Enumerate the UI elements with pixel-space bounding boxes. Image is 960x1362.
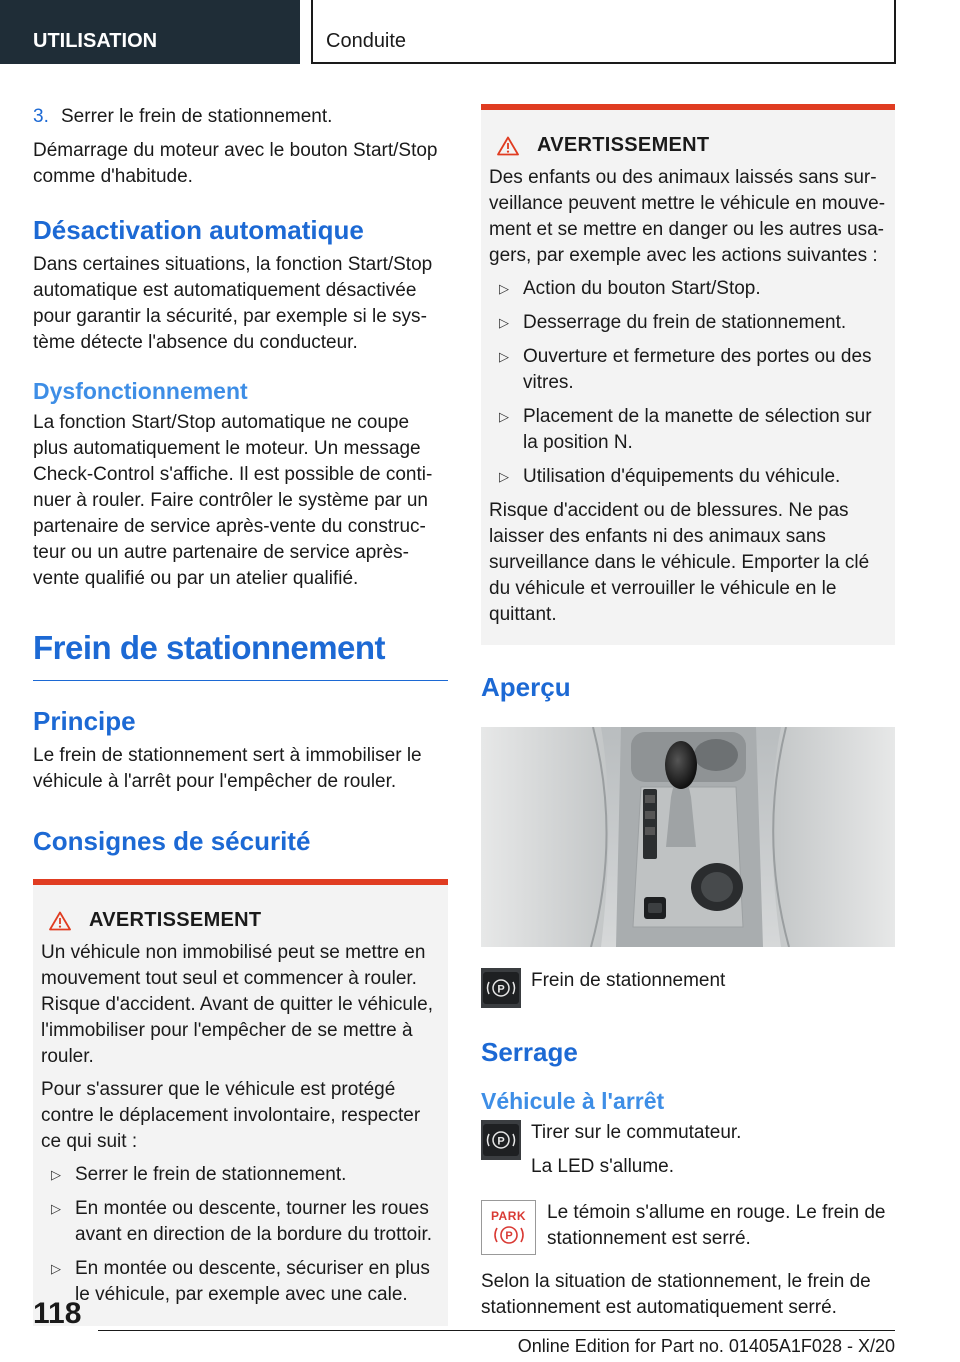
- frein-caption-row: [481, 968, 895, 1008]
- led-text: La LED s'allume.: [531, 1156, 675, 1177]
- triangle-bullet-icon: ▷: [51, 1201, 61, 1216]
- warning-triangle-icon: [497, 136, 519, 156]
- triangle-bullet-icon: ▷: [499, 469, 509, 484]
- parking-brake-switch-icon: [481, 1120, 521, 1160]
- left-column: [33, 104, 448, 1326]
- temoin-row: [481, 1200, 895, 1255]
- demarrage-text: Démarrage du moteur avec le bouton Start/Stop comme d'habitude.: [33, 140, 438, 187]
- list-item: ▷ Ouverture et fermeture des portes ou des vitres.: [499, 346, 872, 393]
- warning-box-right: [481, 104, 895, 645]
- page-header: [0, 0, 960, 66]
- right-column: [481, 104, 895, 1321]
- chapter-title: Conduite: [326, 30, 407, 52]
- footer-edition: Online Edition for Part no. 01405A1F028 - X/20: [517, 1336, 895, 1356]
- step-number: 3.: [33, 106, 49, 127]
- svg-text:P: P: [497, 983, 505, 996]
- center-console-photo: [481, 727, 895, 947]
- section-tab: UTILISATION: [0, 0, 300, 64]
- principe-heading: Principe: [33, 706, 136, 736]
- svg-text:P: P: [504, 1229, 513, 1242]
- serrage-heading: Serrage: [481, 1037, 578, 1067]
- triangle-bullet-icon: ▷: [51, 1167, 61, 1182]
- dysfonctionnement-heading: Dysfonctionnement: [33, 378, 248, 404]
- list-item: ▷ Action du bouton Start/Stop.: [489, 276, 887, 302]
- triangle-bullet-icon: ▷: [499, 349, 509, 364]
- warning-list: [41, 1162, 440, 1308]
- list-item: ▷ Utilisation d'équipements du véhicule.: [489, 464, 887, 490]
- step-3: [33, 104, 448, 130]
- triangle-bullet-icon: ▷: [499, 409, 509, 424]
- selon-text: Selon la situation de stationnement, le frein de stationnement est automatiquement serré.: [481, 1271, 871, 1318]
- tirer-row: [481, 1120, 895, 1180]
- dysfonctionnement-text: La fonction Start/Stop automatique ne coupe plus automatiquement le moteur. Un message Check-Control s'affiche. Il est possible de continuer à rouler. Faire contrôler le système par un partenaire de service après-vente du constructeur ou un autre partenaire de service après-vente qualifié ou par un atelier qualifié.: [33, 412, 433, 589]
- arret-heading: Véhicule à l'arrêt: [481, 1088, 665, 1114]
- svg-text:P: P: [497, 1135, 505, 1148]
- consignes-heading: Consignes de sécurité: [33, 826, 311, 856]
- step-text: Serrer le frein de stationnement.: [61, 106, 333, 127]
- tirer-text: Tirer sur le commutateur.: [531, 1122, 742, 1143]
- list-item: ▷ En montée ou descente, sécuriser en plus le véhicule, par exemple avec une cale.: [51, 1258, 430, 1305]
- warning-triangle-icon: [49, 911, 71, 931]
- triangle-bullet-icon: ▷: [499, 281, 509, 296]
- warning-paragraph-1: Un véhicule non immobilisé peut se mettre en mouvement tout seul et commencer à rouler. Risque d'accident. Avant de quitter le véhicule, l'immobiliser pour l'empêcher de se mettre à rouler.: [41, 942, 433, 1067]
- frein-heading: Frein de stationnement: [33, 628, 448, 681]
- apercu-heading: Aperçu: [481, 672, 571, 702]
- list-item: ▷ Placement de la manette de sélection sur la position N.: [499, 406, 872, 453]
- list-item: ▷ Desserrage du frein de stationnement.: [489, 310, 887, 336]
- principe-text: Le frein de stationnement sert à immobiliser le véhicule à l'arrêt pour l'empêcher de rouler.: [33, 745, 422, 792]
- frein-caption: Frein de stationnement: [531, 970, 726, 991]
- page-number: 118: [33, 1297, 82, 1330]
- temoin-text: Le témoin s'allume en rouge. Le frein de stationnement est serré.: [547, 1202, 886, 1249]
- triangle-bullet-icon: ▷: [499, 315, 509, 330]
- warning-title: AVERTISSEMENT: [41, 909, 440, 932]
- list-item: ▷ Serrer le frein de stationnement.: [41, 1162, 440, 1188]
- triangle-bullet-icon: ▷: [51, 1261, 61, 1276]
- park-warning-lamp-icon: PARK P: [481, 1200, 536, 1255]
- warning-paragraph-2: Risque d'accident ou de blessures. Ne pas laisser des enfants ni des animaux sans surveillance dans le véhicule. Emporter la clé du véhicule et verrouiller le véhicule en le quittant.: [489, 500, 870, 625]
- desactivation-text: Dans certaines situations, la fonction Start/Stop automatique est automatiquement désactivée pour garantir la sécurité, par exemple si le système détecte l'absence du conducteur.: [33, 254, 433, 353]
- desactivation-heading: Désactivation automatique: [33, 215, 364, 245]
- parking-brake-switch-icon: [481, 968, 521, 1008]
- warning-list: [489, 276, 887, 490]
- list-item: ▷ En montée ou descente, tourner les roues avant en direction de la bordure du trottoir.: [51, 1198, 433, 1245]
- warning-box-left: [33, 879, 448, 1326]
- warning-paragraph-1: Des enfants ou des animaux laissés sans surveillance peuvent mettre le véhicule en mouvement et se mettre en danger ou les autres usagers, par exemple avec les actions suivantes :: [489, 167, 886, 266]
- warning-title: AVERTISSEMENT: [489, 134, 887, 157]
- footer-rule: [98, 1330, 895, 1331]
- warning-paragraph-2: Pour s'assurer que le véhicule est protégé contre le déplacement involontaire, respecter ce qui suit :: [41, 1079, 421, 1152]
